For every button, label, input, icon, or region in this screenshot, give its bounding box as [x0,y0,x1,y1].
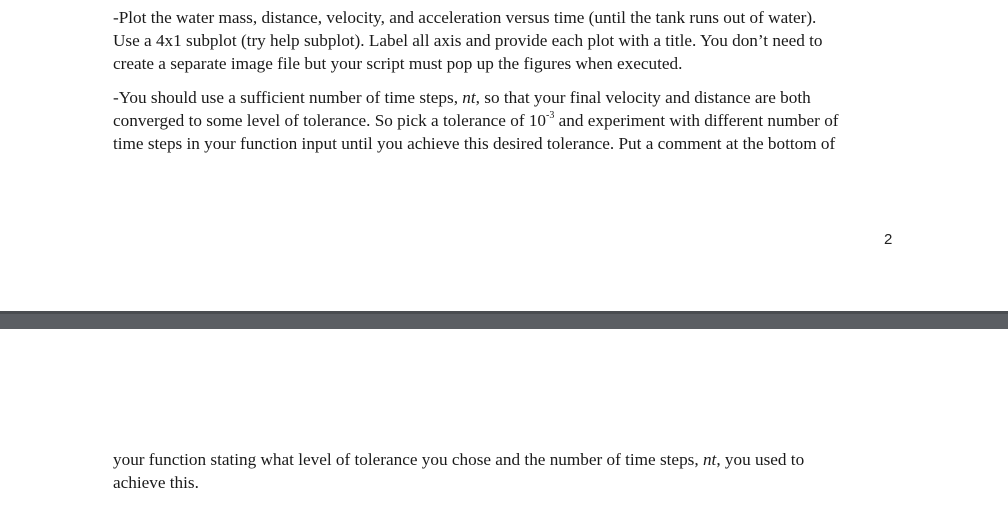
instruction-comment-paragraph [113,448,893,494]
text-line: achieve this. [113,473,199,492]
text-line: time steps in your function input until you achieve this desired tolerance. Put a comment at the bottom of [113,134,836,153]
page-3 [0,329,1008,526]
instruction-timesteps-paragraph [113,86,893,155]
text-fragment: -You should use a sufficient number of time steps, [113,88,463,107]
tolerance-exponent: -3 [546,110,555,122]
text-fragment: , you used to [716,450,805,469]
text-line [113,448,893,471]
text-line [113,109,893,132]
text-line: create a separate image file but your script must pop up the figures when executed. [113,54,683,73]
page-separator [0,311,1008,329]
variable-nt: nt [462,88,476,107]
instruction-plot-paragraph [113,6,893,75]
text-line [113,86,893,109]
text-fragment: and experiment with different number of [554,111,839,130]
page-number: 2 [884,231,893,248]
text-line: Use a 4x1 subplot (try help subplot). Label all axis and provide each plot with a title. You don’t need to [113,31,823,50]
text-fragment: your function stating what level of tolerance you chose and the number of time steps, [113,450,703,469]
variable-nt: nt [702,450,717,469]
text-fragment: , so that your final velocity and distance are both [475,88,811,107]
text-fragment: converged to some level of tolerance. So pick a tolerance of 10 [113,111,547,130]
text-line: -Plot the water mass, distance, velocity, and acceleration versus time (until the tank runs out of water). [113,8,817,27]
